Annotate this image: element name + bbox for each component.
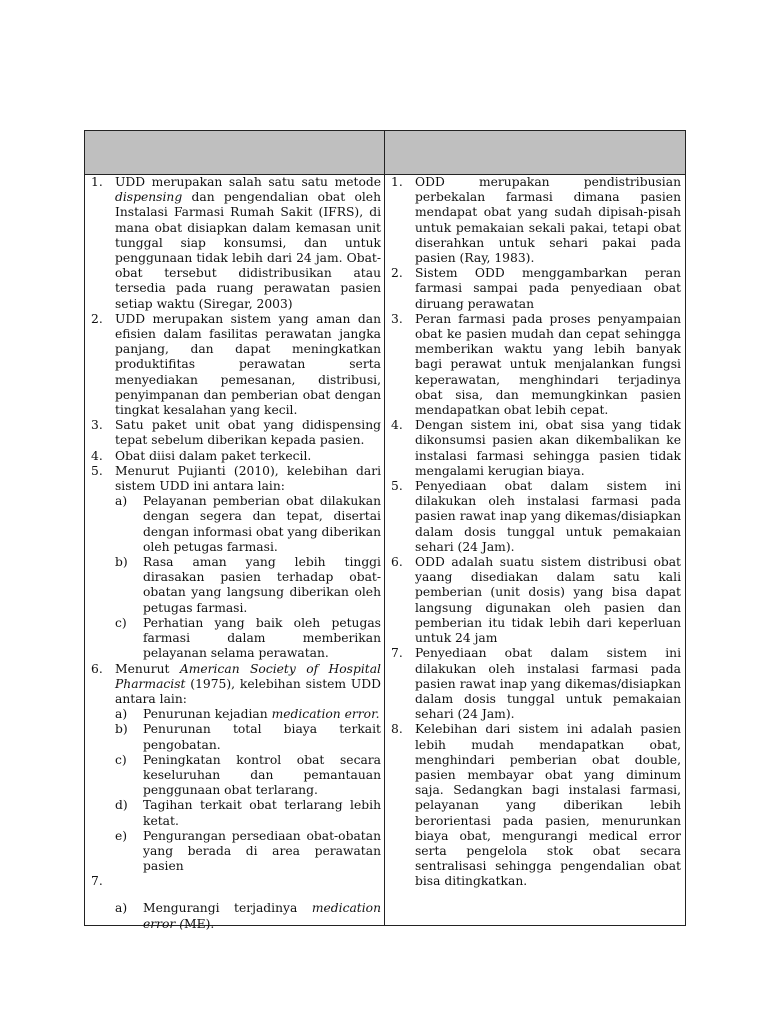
sub-item-text bbox=[143, 901, 381, 931]
text-run: UDD merupakan salah satu satu metode bbox=[115, 175, 381, 189]
sub-item-letter: c) bbox=[115, 752, 127, 767]
list-item bbox=[87, 662, 381, 875]
sub-item-letter: c) bbox=[115, 615, 127, 630]
comparison-table bbox=[84, 130, 686, 931]
item-number: 1. bbox=[91, 175, 103, 189]
sub-item bbox=[115, 829, 381, 875]
list-item bbox=[87, 418, 381, 448]
item-number: 5. bbox=[91, 463, 103, 478]
sub-item-letter: a) bbox=[115, 901, 128, 916]
sub-item bbox=[115, 753, 381, 799]
text-run: ME). bbox=[184, 916, 215, 931]
italic-term: medication error ( bbox=[143, 901, 381, 931]
sub-item-text: Pelayanan pemberian obat dilakukan dengan segera dan tepat, disertai dengan informasi obat yang diberikan oleh petugas farmasi. bbox=[143, 494, 381, 554]
sub-item-letter: a) bbox=[115, 707, 128, 722]
sub-item bbox=[115, 494, 381, 555]
list-item bbox=[387, 479, 681, 555]
sub-item-text: Penurunan total biaya terkait pengobatan. bbox=[143, 722, 381, 752]
item-text: Menurut Pujianti (2010), kelebihan dari sistem UDD ini antara lain: bbox=[115, 463, 381, 494]
list-item bbox=[387, 266, 681, 312]
item-number: 7. bbox=[91, 874, 103, 889]
sub-item-text: Perhatian yang baik oleh petugas farmasi dalam memberikan pelayanan selama perawatan. bbox=[143, 615, 381, 661]
sub-item bbox=[115, 555, 381, 616]
item-text: UDD merupakan sistem yang aman dan efisien dalam fasilitas perawatan jangka panjang, dan dapat meningkatkan produktifitas perawatan serta menyediakan pemesanan, distribusi, penyimpanan dan pemberian obat dengan tingkat kesalahan yang kecil. bbox=[115, 311, 381, 418]
sub-item bbox=[115, 616, 381, 662]
item-text: Penyediaan obat dalam sistem ini dilakukan oleh instalasi farmasi pada pasien rawat inap yang dikemas/disiapkan dalam dosis tunggal untuk pemakaian sehari (24 Jam). bbox=[415, 479, 681, 554]
item-number: 3. bbox=[391, 311, 403, 326]
sub-item-text: Pengurangan persediaan obat-obatan yang berada di area perawatan pasien bbox=[143, 828, 381, 874]
item-text bbox=[115, 175, 381, 312]
list-item bbox=[387, 418, 681, 479]
item-number: 6. bbox=[391, 555, 403, 570]
item-number: 8. bbox=[391, 722, 403, 737]
list-item bbox=[87, 449, 381, 464]
sub-item bbox=[115, 798, 381, 828]
item-text bbox=[115, 874, 381, 889]
list-item bbox=[387, 175, 681, 266]
sub-item bbox=[115, 707, 381, 722]
item-text: ODD merupakan pendistribusian perbekalan farmasi dimana pasien mendapat obat yang sudah dipisah-pisah untuk pemakaian sekali pakai, tetapi obat diserahkan untuk sehari pakai pada pasien (Ray, 1983). bbox=[415, 175, 681, 266]
sub-item-letter: e) bbox=[115, 828, 128, 843]
text-run: (1975), kelebihan sistem UDD antara lain: bbox=[115, 676, 381, 706]
list-item bbox=[387, 646, 681, 722]
item-number: 1. bbox=[391, 175, 403, 189]
italic-term: medication error. bbox=[271, 707, 380, 722]
item-number: 4. bbox=[391, 418, 403, 433]
column-divider bbox=[384, 131, 385, 925]
item-text: Satu paket unit obat yang didispensing tepat sebelum diberikan kepada pasien. bbox=[115, 418, 381, 448]
sub-item-text bbox=[143, 707, 381, 722]
sub-item bbox=[115, 901, 381, 931]
item-text: Dengan sistem ini, obat sisa yang tidak dikonsumsi pasien akan dikembalikan ke instalasi farmasi sehingga pasien tidak mengalami kerugian biaya. bbox=[415, 418, 681, 478]
italic-term: American Society of Hospital Pharmacist bbox=[115, 661, 381, 691]
list-item bbox=[87, 874, 381, 931]
list-item bbox=[387, 312, 681, 418]
item-text: Obat diisi dalam paket terkecil. bbox=[115, 448, 312, 463]
text-run: Mengurangi terjadinya bbox=[143, 901, 312, 916]
sub-item-text: Tagihan terkait obat terlarang lebih ketat. bbox=[143, 798, 381, 828]
blank-spacer bbox=[115, 889, 381, 901]
sub-item-letter: b) bbox=[115, 722, 128, 737]
sub-item-letter: b) bbox=[115, 555, 128, 570]
italic-term: dispensing bbox=[115, 190, 183, 205]
item-text: Sistem ODD menggambarkan peran farmasi sampai pada penyediaan obat diruang perawatan bbox=[415, 266, 681, 311]
list-item bbox=[387, 722, 681, 889]
list-item bbox=[87, 464, 381, 662]
odd-column bbox=[387, 175, 681, 890]
item-number: 6. bbox=[91, 661, 103, 676]
sub-item-letter: d) bbox=[115, 798, 128, 813]
item-text: Peran farmasi pada proses penyampaian obat ke pasien mudah dan cepat sehingga memberikan waktu yang lebih banyak bagi perawat untuk menjalankan fungsi keperawatan, menghindari terjadinya obat sisa, dan memungkinkan pasien mendapatkan obat lebih cepat. bbox=[415, 311, 681, 418]
item-text: Kelebihan dari sistem ini adalah pasien lebih mudah mendapatkan obat, menghindari pemberian obat double, pasien membayar obat yang diminum saja. Sedangkan bagi instalasi farmasi, pelayanan yang diberikan lebih berorientasi pada pasien, menurunkan biaya obat, mengurangi medical error serta pengelola stok obat secara sentralisasi sehingga pengendalian obat bisa ditingkatkan. bbox=[415, 722, 681, 889]
item-text: ODD adalah suatu sistem distribusi obat yaang disediakan dalam satu kali pemberian (unit dosis) yang bisa dapat langsung digunakan oleh pasien dan pemberian itu tidak lebih dari keperluan untuk 24 jam bbox=[415, 555, 681, 646]
sub-item-text: Rasa aman yang lebih tinggi dirasakan pasien terhadap obat-obatan yang langsung diberikan oleh petugas farmasi. bbox=[143, 555, 381, 615]
item-number: 2. bbox=[91, 311, 103, 326]
list-item bbox=[87, 312, 381, 418]
sub-item bbox=[115, 722, 381, 752]
text-run: Penurunan kejadian bbox=[143, 707, 272, 722]
item-text: Penyediaan obat dalam sistem ini dilakukan oleh instalasi farmasi pada pasien rawat inap yang dikemas/disiapkan dalam dosis tunggal untuk pemakaian sehari (24 Jam). bbox=[415, 646, 681, 722]
item-number: 4. bbox=[91, 448, 103, 463]
text-run: dan pengendalian obat oleh Instalasi Farmasi Rumah Sakit (IFRS), di mana obat disiapkan dalam kemasan unit tunggal siap konsumsi, dan untuk penggunaan tidak lebih dari 24 jam. Obat-obat tersebut didistribusikan atau tersedia pada ruang perawatan pasien setiap waktu (Siregar, 2003) bbox=[115, 190, 381, 311]
list-item bbox=[387, 555, 681, 646]
item-number: 5. bbox=[391, 479, 403, 494]
table-header-row bbox=[85, 131, 685, 175]
item-text bbox=[115, 662, 381, 708]
udd-column bbox=[87, 175, 381, 932]
item-number: 2. bbox=[391, 266, 403, 281]
item-number: 7. bbox=[391, 646, 403, 661]
sub-item-letter: a) bbox=[115, 494, 128, 509]
list-item bbox=[87, 175, 381, 312]
item-number: 3. bbox=[91, 418, 103, 433]
sub-item-text: Peningkatan kontrol obat secara keseluruhan dan pemantauan penggunaan obat terlarang. bbox=[143, 752, 381, 798]
text-run: Menurut bbox=[115, 661, 180, 676]
